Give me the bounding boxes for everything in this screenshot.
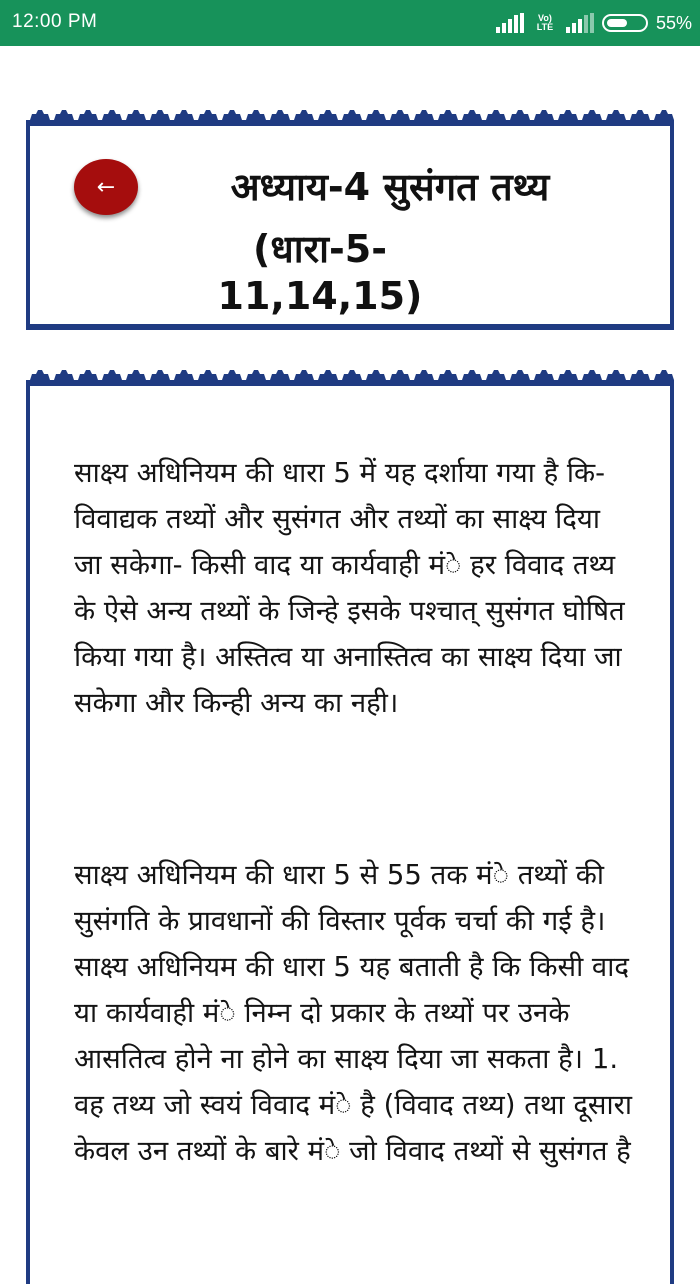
status-bar (0, 0, 700, 46)
back-button[interactable] (74, 159, 138, 215)
content-frame (26, 384, 674, 1284)
arrow-left-icon: ← (96, 174, 116, 200)
status-time: 12:00 PM (12, 11, 98, 32)
battery-icon (602, 14, 648, 32)
frame-top-border (26, 370, 674, 388)
page-subtitle: (धारा-5-11,14,15) (217, 227, 423, 318)
paragraph-1: साक्ष्य अधिनियम की धारा 5 में यह दर्शाया गया है कि-विवाद्यक तथ्यों और सुसंगत और तथ्यों का साक्ष्य दिया जा सकेगा- किसी वाद या कार्यवाही मंे हर विवाद तथ्य के ऐसे अन्य तथ्यों के जिन्हे इसके पश्चात् सुसंगत घोषित किया गया है। अस्तित्व या अनास्तित्व का साक्ष्य दिया जा सकेगा और किन्ही अन्य का नही। (74, 457, 625, 719)
page-title: अध्याय-4 सुसंगत तथ्य (230, 165, 550, 209)
signal-icon-2 (566, 13, 594, 33)
title-frame (26, 124, 674, 330)
battery-percent: 55% (655, 12, 692, 33)
signal-icon (496, 13, 524, 33)
paragraph-2: साक्ष्य अधिनियम की धारा 5 से 55 तक मंे तथ्यों की सुसंगति के प्रावधानों की विस्तार पूर्वक चर्चा की गई है। साक्ष्य अधिनियम की धारा 5 यह बताती है कि किसी वाद या कार्यवाही मंे निम्न दो प्रकार के तथ्यों पर उनके आसतित्व होने ना होने का साक्ष्य दिया जा सकता है। 1. वह तथ्य जो स्वयं विवाद मंे है (विवाद तथ्य) तथा दूसारा केवल उन तथ्यों के बारे मंे जो विवाद तथ्यों से सुसंगत है (74, 859, 633, 1167)
frame-top-border (26, 110, 674, 128)
status-icons (496, 9, 692, 37)
battery-fill (607, 19, 627, 27)
volte-icon: Vo) LTE (536, 13, 554, 32)
